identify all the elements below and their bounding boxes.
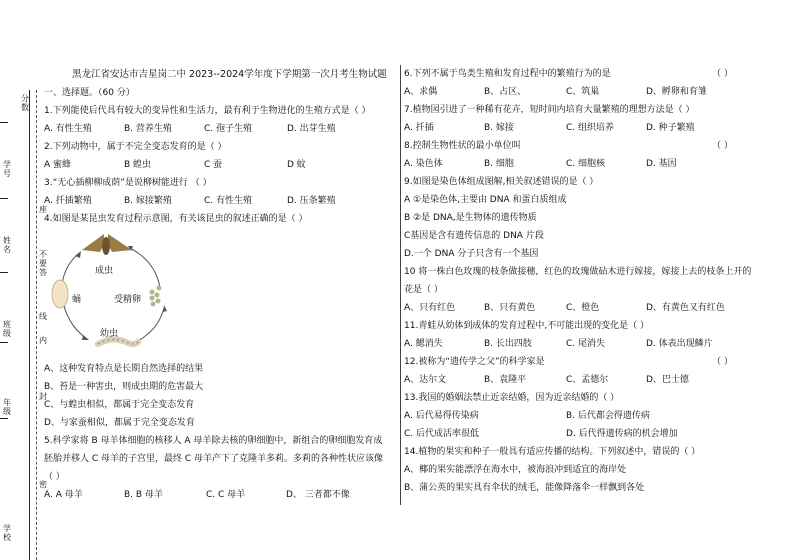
q11-option-d: D. 体表出现鳞片 [646, 339, 713, 349]
q4-option-d: D、与家蚕相似，都属于完全变态发育 [44, 418, 195, 428]
question-5-line-3: （ ） [44, 472, 65, 482]
margin-tick [0, 272, 8, 273]
side-label-seat: 座 [39, 205, 47, 214]
question-13: 13.我国的婚姻法禁止近亲结婚，因为近亲结婚的（ ） [404, 393, 620, 403]
side-label-seal: 封 [39, 392, 47, 401]
q5-option-d: D、 三者都不像 [286, 490, 350, 500]
q7-option-d: D. 种子繁殖 [646, 123, 695, 133]
eggs-illustration [150, 286, 162, 307]
q5-option-c: C. C 母羊 [206, 490, 246, 500]
q1-option-b: B. 营养生殖 [124, 124, 172, 134]
q3-option-a: A. 扦插繁殖 [44, 196, 92, 206]
q11-option-c: C. 尾消失 [566, 339, 606, 349]
q3-option-b: B. 嫁接繁殖 [124, 196, 172, 206]
q6-answer-paren: （ ） [712, 69, 733, 79]
q8-option-b: B. 细胞 [484, 159, 514, 169]
q3-option-c: C. 有性生殖 [204, 196, 253, 206]
page-title: 黑龙江省安达市吉星岗二中 2023--2024学年度下学期第一次月考生物试题 [72, 69, 387, 80]
q4-option-a: A、这种发育特点是长期自然选择的结果 [44, 364, 204, 374]
q13-option-b: B. 后代都会得遗传病 [566, 411, 650, 421]
q6-option-b: B、占区、 [484, 87, 527, 97]
moth-adult-illustration [82, 234, 132, 255]
q11-option-a: A. 鳃消失 [404, 339, 443, 349]
q9-option-d: D.一个 DNA 分子只含有一个基因 [404, 249, 539, 259]
q12-option-a: A、达尔文 [404, 375, 447, 385]
column-divider [400, 65, 401, 505]
q10-option-c: C、橙色 [566, 303, 600, 313]
question-11: 11.青蛙从幼体到成体的发育过程中,不可能出现的变化是（ ） [404, 321, 650, 331]
margin-tick [0, 198, 8, 199]
question-14: 14.植物的果实和种子一般具有适应传播的结构。下列叙述中，错误的（ ） [404, 447, 701, 457]
side-label-dont-answer: 不要答 [39, 250, 47, 277]
larva-illustration [98, 339, 138, 344]
question-7: 7.植物园引进了一种稀有花卉，短时间内培育大量繁殖的理想方法是（ ） [404, 105, 695, 115]
q12-answer-paren: （ ） [712, 357, 733, 367]
question-8: 8.控制生物性状的最小单位叫 [404, 141, 521, 151]
side-label-number: 学号 [3, 160, 11, 178]
q10-option-d: D、有黄色又有红色 [646, 303, 725, 313]
question-10-line-1: 10 将一株白色玫瑰的枝条做接穗，红色的玫瑰做砧木进行嫁接，嫁接上去的枝条上开的 [404, 267, 752, 277]
question-10-line-2: 花是（ ） [404, 285, 443, 295]
q8-answer-paren: （ ） [712, 141, 733, 151]
q14-option-b: B、蒲公英的果实具有伞状的绒毛，能像降落伞一样飘到各处 [404, 483, 645, 493]
q4-option-c: C、与蝗虫相似，都属于完全变态发育 [44, 400, 195, 410]
q10-option-b: B、只有黄色 [484, 303, 536, 313]
q13-option-c: C. 后代成活率很低 [404, 429, 480, 439]
question-3: 3.“无心插柳柳成荫”是说柳树能进行 （ ） [44, 178, 212, 188]
question-2: 2.下列动物中，属于不完全变态发育的是（ ） [44, 142, 227, 152]
side-label-class: 班级 [3, 320, 11, 338]
question-4: 4.如图是某昆虫发育过程示意图，有关该昆虫的叙述正确的是（ ） [44, 214, 308, 224]
q7-option-c: C. 组织培养 [566, 123, 615, 133]
question-12: 12.被称为“遗传学之父”的科学家是 [404, 357, 545, 367]
question-9: 9.如图是染色体组成图解,相关叙述错误的是（ ） [404, 177, 599, 187]
q8-option-c: C. 细胞核 [566, 159, 606, 169]
margin-tick [0, 122, 8, 123]
question-1: 1.下列能使后代具有较大的变异性和生活力，最有利于生物进化的生殖方式是（ ） [44, 106, 371, 116]
q11-option-b: B. 长出四肢 [484, 339, 532, 349]
q7-option-a: A. 扦插 [404, 123, 434, 133]
q13-option-a: A. 后代易得传染病 [404, 411, 479, 421]
pupa-illustration [52, 280, 68, 308]
side-label-grade: 年级 [3, 398, 11, 416]
side-label-name: 姓名 [3, 236, 11, 254]
q12-option-c: C、孟德尔 [566, 375, 609, 385]
margin-tick [0, 418, 8, 419]
q6-option-c: C、筑巢 [566, 87, 600, 97]
side-label-dense: 密 [39, 480, 47, 489]
q2-option-b: B 蝗虫 [124, 160, 152, 170]
side-label-score: 分数 [21, 94, 29, 112]
q8-option-d: D. 基因 [646, 159, 677, 169]
margin-tick [0, 342, 8, 343]
q1-option-a: A. 有性生殖 [44, 124, 92, 134]
q5-option-a: A. A 母羊 [44, 490, 83, 500]
question-5-line-1: 5.科学家将 B 母羊体细胞的核移人 A 母羊除去核的卵细胞中，新组合的卵细胞发育成 [44, 436, 383, 446]
q5-option-b: B. B 母羊 [124, 490, 163, 500]
side-label-line: 线 [39, 312, 47, 321]
q10-option-a: A、只有红色 [404, 303, 456, 313]
figure-label-larva: 幼虫 [100, 329, 119, 339]
q14-option-a: A、椰的果实能漂浮在海水中，被海浪冲到适宜的海岸处 [404, 465, 627, 475]
question-5-line-2: 胚胎并移人 C 母羊的子宫里，最终 C 母羊产下了克隆羊多莉。多莉的各种性状应该像 [44, 454, 384, 464]
margin-line-outer [29, 90, 30, 560]
q9-option-a: A ①是染色体,主要由 DNA 和蛋白质组成 [404, 195, 567, 205]
q3-option-d: D. 压条繁殖 [287, 196, 336, 206]
q2-option-c: C 蚕 [204, 160, 223, 170]
q7-option-b: B. 嫁接 [484, 123, 514, 133]
section-heading: 一、选择题。（60 分） [44, 88, 135, 98]
q2-option-d: D 蚊 [287, 160, 306, 170]
q1-option-c: C. 孢子生殖 [204, 124, 253, 134]
q12-option-b: B、袁隆平 [484, 375, 527, 385]
figure-label-adult: 成虫 [95, 266, 114, 276]
q2-option-a: A 蜜蜂 [44, 160, 72, 170]
q4-option-b: B、苔是一种害虫，则成虫期的危害最大 [44, 382, 204, 392]
q9-option-b: B ②是 DNA,是生物体的遗传物质 [404, 213, 537, 223]
q6-option-a: A、求偶 [404, 87, 438, 97]
q8-option-a: A. 染色体 [404, 159, 443, 169]
margin-line-dashed [36, 90, 37, 560]
side-label-school: 学校 [3, 524, 11, 542]
q6-option-d: D、孵卵和育雏 [646, 87, 707, 97]
q9-option-c: C基因是含有遗传信息的 DNA 片段 [404, 231, 544, 241]
figure-label-egg: 受精卵 [114, 295, 142, 305]
q13-option-d: D. 后代得遗传病的机会增加 [566, 429, 678, 439]
figure-label-pupa: 蛹 [72, 295, 82, 305]
q1-option-d: D. 出芽生殖 [287, 124, 336, 134]
question-6: 6.下列不属于鸟类生殖和发育过程中的繁殖行为的是 [404, 69, 611, 79]
q12-option-d: D、巴士德 [646, 375, 689, 385]
side-label-inner: 内 [39, 336, 47, 345]
